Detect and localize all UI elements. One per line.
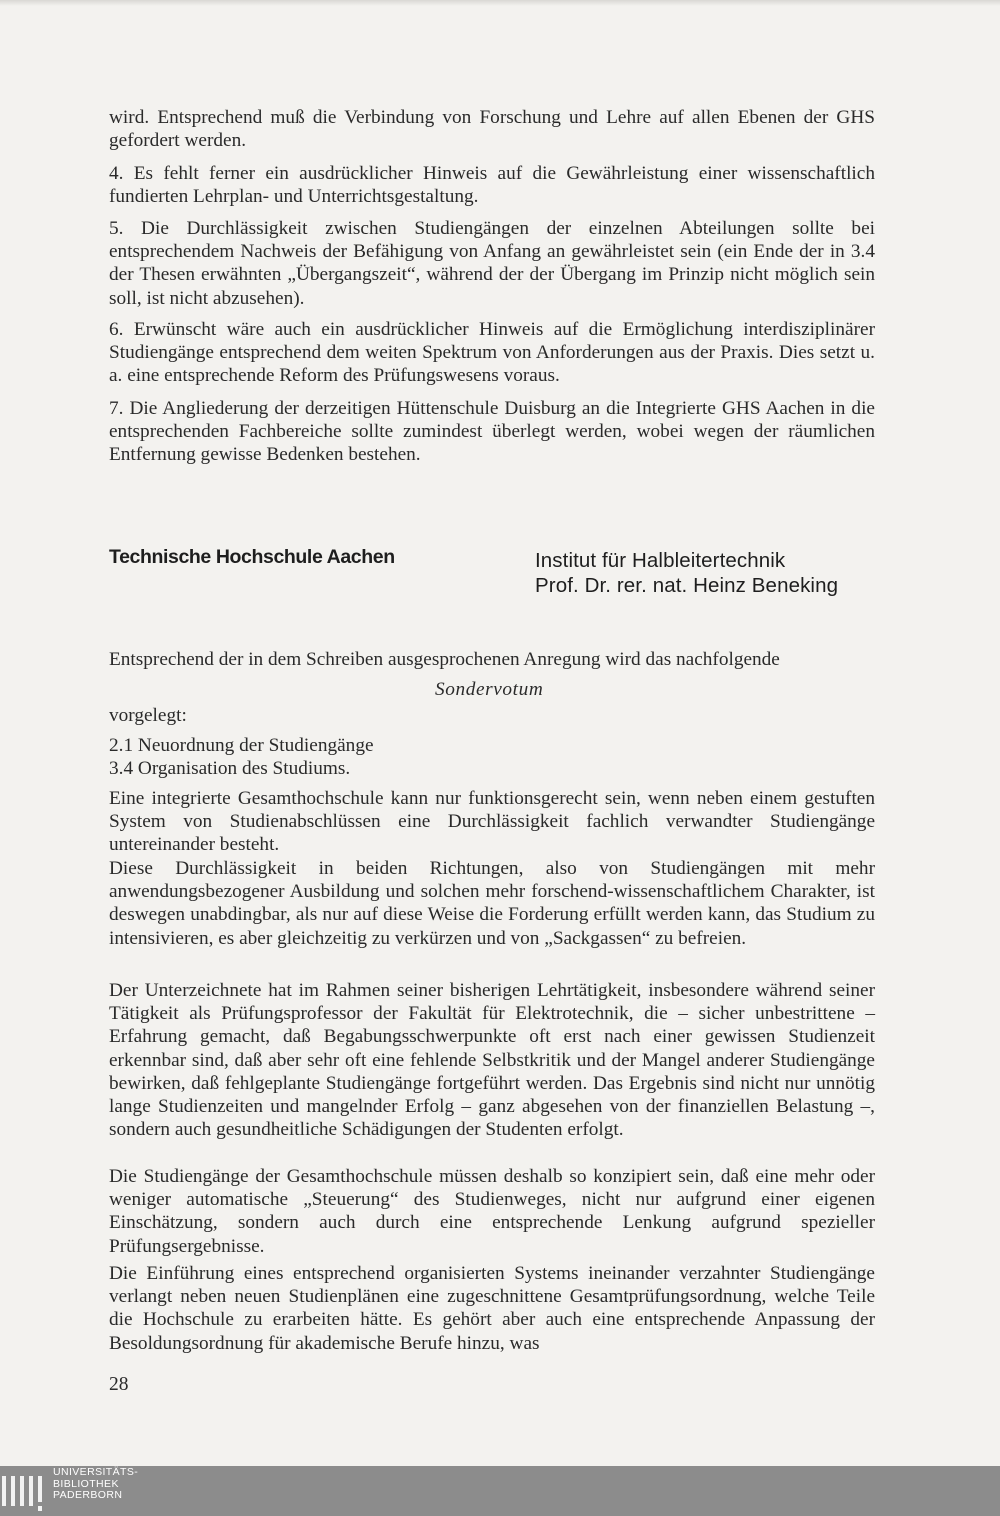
- logo-line: PADERBORN: [53, 1489, 123, 1501]
- logo-line: UNIVERSITÄTS-: [53, 1466, 139, 1478]
- page-number: 28: [109, 1374, 129, 1395]
- institution-details: [535, 548, 838, 598]
- paragraph-point-7: 7. Die Angliederung der derzeitigen Hüttenschule Duisburg an die Integrierte GHS Aachen in die entsprechenden Fachbereiche sollte zumindest überlegt werden, wobei wegen der räumlichen Entfernung gewisse Bedenken bestehen.: [109, 398, 875, 466]
- body-paragraph: Diese Durchlässigkeit in beiden Richtungen, also von Studiengängen mit mehr anwendungsbezogener Ausbildung und solchen mehr forschend-wissenschaftlichem Charakter, ist deswegen unabdingbar, als nur auf diese Weise die Forderung erfüllt werden kann, das Studium zu intensivieren, es aber gleichzeitig zu verkürzen und von „Sackgassen“ zu befreien.: [109, 858, 875, 949]
- library-footer-bar: [0, 1466, 1000, 1516]
- institute-name: Institut für Halbleitertechnik: [535, 549, 786, 572]
- body-paragraph: Die Einführung eines entsprechend organisierten Systems ineinander verzahnter Studiengänge verlangt neben neuen Studienplänen eine zugeschnittene Gesamtprüfungsordnung, welche Teile die Hochschule zu erarbeiten hätte. Es gehört aber auch eine entsprechende Anpassung der Besoldungsordnung für akademische Berufe hinzu, was: [109, 1263, 875, 1354]
- paragraph-point-6: 6. Erwünscht wäre auch ein ausdrücklicher Hinweis auf die Ermöglichung interdisziplinärer Studiengänge entsprechend dem weiten Spektrum von Anforderungen aus der Praxis. Dies setzt u. a. eine entsprechende Reform des Prüfungswesens voraus.: [109, 319, 875, 387]
- body-paragraph: Der Unterzeichnete hat im Rahmen seiner bisherigen Lehrtätigkeit, insbesondere während seiner Tätigkeit als Prüfungsprofessor der Fakultät für Elektrotechnik, die – sicher unbestrittene – Erfahrung gemacht, daß Begabungsschwerpunkte oft erst nach einer gewissen Studienzeit erkennbar sind, daß aber sehr oft eine fehlende Selbstkritik und der Mangel anderer Studiengänge bewirken, daß fehlgeplante Studiengänge fortgeführt werden. Das Ergebnis sind nicht nur unnötig lange Studienzeiten und mangelnder Erfolg – ganz abgesehen von der finanziellen Belastung –, sondern auch gesundheitliche Schädigungen der Studenten erfolgt.: [109, 980, 875, 1141]
- paragraph-point-5: 5. Die Durchlässigkeit zwischen Studiengängen der einzelnen Abteilungen sollte bei entsprechendem Nachweis der Befähigung von Anfang an gewährleistet sein (ein Ende der in 3.4 der Thesen erwähnten „Übergangszeit“, während der der Übergang im Prinzip nicht möglich sein soll, ist nicht abzusehen).: [109, 218, 875, 309]
- body-paragraph: Die Studiengänge der Gesamthochschule müssen deshalb so konzipiert sein, daß eine mehr oder weniger automatische „Steuerung“ des Studienweges, nicht nur aufgrund einer eigenen Einschätzung, sondern auch durch eine entsprechende Lenkung aufgrund spezieller Prüfungsergebnisse.: [109, 1166, 875, 1257]
- votum-vorgelegt: vorgelegt:: [109, 705, 187, 726]
- page-edge-shadow: [0, 0, 1000, 6]
- library-logo-icon: [2, 1476, 46, 1514]
- institution-name: Technische Hochschule Aachen: [109, 546, 395, 568]
- logo-line: BIBLIOTHEK: [53, 1477, 119, 1490]
- body-paragraph: Eine integrierte Gesamthochschule kann nur funktionsgerecht sein, wenn neben einem gestuften System von Studienabschlüssen eine Durchlässigkeit fachlich verwandter Studiengänge untereinander besteht.: [109, 788, 875, 856]
- professor-name: Prof. Dr. rer. nat. Heinz Beneking: [535, 574, 839, 597]
- votum-intro: Entsprechend der in dem Schreiben ausgesprochenen Anregung wird das nachfolgende: [109, 649, 780, 670]
- votum-item: 2.1 Neuordnung der Studiengänge: [109, 735, 374, 756]
- paragraph-continuation: wird. Entsprechend muß die Verbindung von Forschung und Lehre auf allen Ebenen der GHS gefordert werden.: [109, 107, 875, 152]
- paragraph-point-4: 4. Es fehlt ferner ein ausdrücklicher Hinweis auf die Gewährleistung einer wissenschaftlich fundierten Lehrplan- und Unterrichtsgestaltung.: [109, 163, 875, 208]
- votum-title: Sondervotum: [435, 679, 544, 700]
- library-logo-text: [53, 1467, 138, 1502]
- votum-item: 3.4 Organisation des Studiums.: [109, 758, 351, 779]
